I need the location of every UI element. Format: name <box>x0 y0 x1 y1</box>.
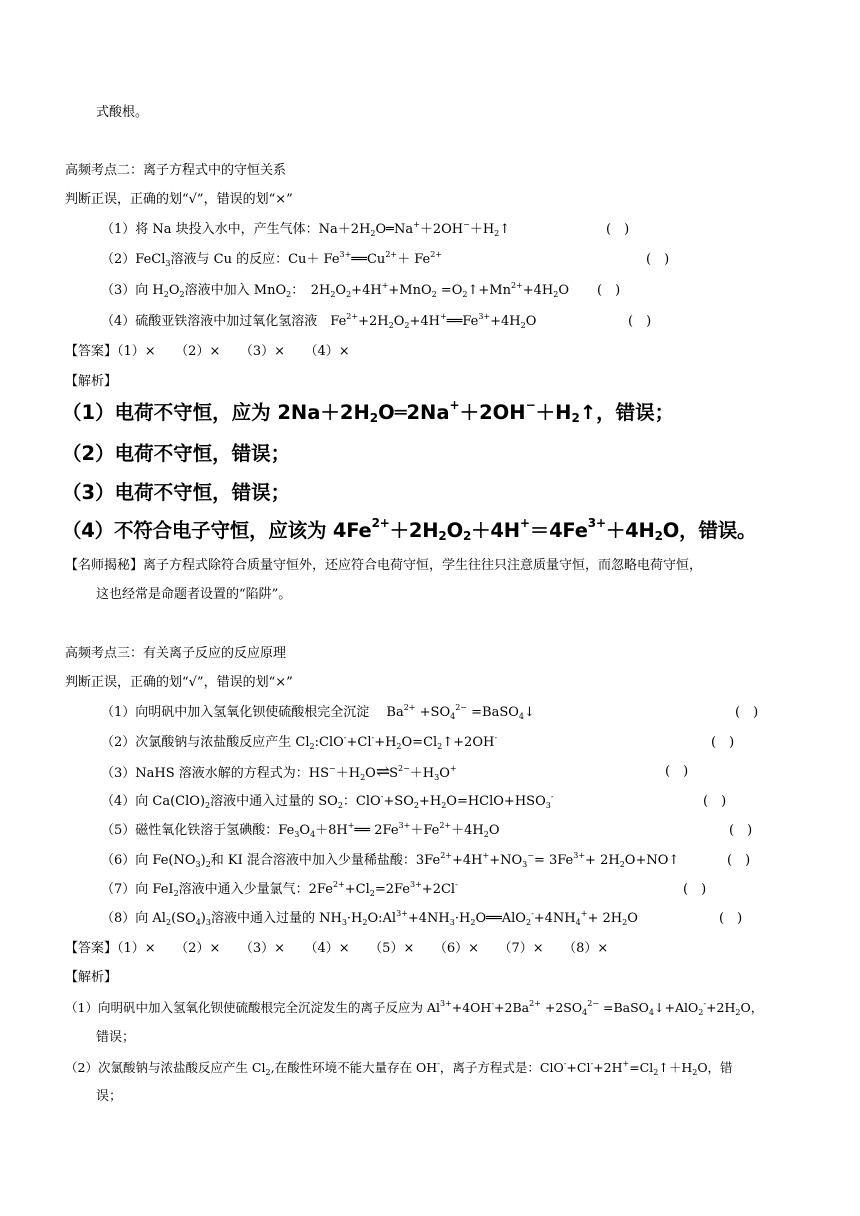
s3-item-7: （7）向 FeI$_2$溶液中通入少量氯气：$2Fe^{2+}+Cl_2=2Fe^{3+}+2Cl^-$ <box>101 880 458 898</box>
s2-item-4: （4）硫酸亚铁溶液中加过氧化氢溶液 $Fe^{2+}+2H_2O_2+4H^+══Fe^{3+}+4H_2O$ <box>101 312 537 330</box>
s2-item-2-answer-blank: ( ) <box>646 252 670 267</box>
s2-item-3: （3）向 $H_2O_2$溶液中加入 MnO$_2$： $2H_2O_2+4H^++MnO_2$ $=O_2↑+Mn^{2+}+4H_2O$ <box>101 281 570 299</box>
s3-item-2-answer-blank: ( ) <box>711 735 735 750</box>
s3-item-8: （8）向 $Al_2(SO_4)_3$溶液中通入过量的 $NH_3\cdot H_2O:Al^{3+}+4NH_3\cdot H_2O══AlO_2^-+4NH_4^++ 2H_2O$ <box>101 909 638 927</box>
s3-item-3: （3）NaHS 溶液水解的方程式为：$HS^-+H_2O\rightleftharpoons S^{2-}+H_3O^+$ <box>101 762 457 782</box>
s3-item-4-answer-blank: ( ) <box>703 794 727 809</box>
s3-item-6-answer-blank: ( ) <box>727 853 751 868</box>
s2-analysis-1: （1）电荷不守恒，应为 $2Na+2H_2O═2Na^++2OH^-+H_2↑$，错误； <box>62 398 675 425</box>
s2-analysis-4: （4）不符合电子守恒，应该为 $4Fe^{2+}+2H_2O_2+4H^+=4Fe^{3+}+4H_2O$，错误。 <box>62 516 757 543</box>
s2-analysis-label: 【解析】 <box>65 374 118 389</box>
s2-tip: 【名师揭秘】离子方程式除符合质量守恒外，还应符合电荷守恒，学生往往只注意质量守恒，而忽略电荷守恒， <box>65 558 703 573</box>
s2-analysis-3: （3）电荷不守恒，错误； <box>62 481 291 504</box>
s3-answer: 【答案】（1）× （2）× （3）× （4）× （5）× （6）× （7）× （8）× <box>65 941 609 956</box>
s3-analysis-1: （1）向明矾中加入氢氧化钡使硫酸根完全沉淀发生的离子反应为 $Al^{3+}+4OH^-+2Ba^{2+} +2SO_4^{2-}$ $=BaSO_4↓+AlO_2^-+2H_2O$， <box>65 999 764 1017</box>
section3-title: 高频考点三：有关离子反应的反应原理 <box>65 646 287 661</box>
section2-instruction: 判断正误，正确的划“√”，错误的划“×” <box>65 192 293 207</box>
s3-analysis-2-continued: 误； <box>96 1089 123 1104</box>
section2-title: 高频考点二：离子方程式中的守恒关系 <box>65 163 287 178</box>
s3-item-6: （6）向 $Fe(NO_3)_2$和 KI 混合溶液中加入少量稀盐酸：$3Fe^{2+}+4H^++NO_3^-= 3Fe^{3+}+$ $2H_2O+NO↑$ <box>101 851 680 869</box>
s3-item-5: （5）磁性氧化铁溶于氢碘酸：$Fe_3O_4+8H^+══$ $2Fe^{3+}+Fe^{2+}+4H_2O$ <box>101 821 500 839</box>
s3-item-1-answer-blank: ( ) <box>735 705 759 720</box>
s3-analysis-2: （2）次氯酸钠与浓盐酸反应产生 $Cl_2$,在酸性环境不能大量存在 OH-，离子方程式是：$ClO^-+Cl^-+2H^+=Cl_2↑+H_2O$，错 <box>65 1059 733 1077</box>
s2-tip-continued: 这也经常是命题者设置的“陷阱”。 <box>96 587 292 602</box>
s3-item-7-answer-blank: ( ) <box>683 882 707 897</box>
s3-item-4: （4）向 $Ca(ClO)_2$溶液中通入过量的 $SO_2$：$ClO^-+SO_2+H_2O=HClO+HSO_3^-$ <box>101 792 554 810</box>
s3-item-1: （1）向明矾中加入氢氧化钡使硫酸根完全沉淀 $Ba^{2+} +SO_4^{2-}$ =BaSO$_4$↓ <box>101 703 535 721</box>
s3-item-3-answer-blank: ( ) <box>665 764 689 779</box>
s2-item-1-answer-blank: ( ) <box>606 222 630 237</box>
s3-item-2: （2）次氯酸钠与浓盐酸反应产生 $Cl_2:ClO^-+Cl^-+H_2O=Cl_2↑+2OH^-$ <box>101 733 498 751</box>
s2-item-4-answer-blank: ( ) <box>628 314 652 329</box>
s3-item-5-answer-blank: ( ) <box>729 823 753 838</box>
s3-item-8-answer-blank: ( ) <box>719 911 743 926</box>
s3-analysis-1-continued: 错误； <box>96 1030 136 1045</box>
s2-analysis-2: （2）电荷不守恒，错误； <box>62 442 291 465</box>
s2-item-1: （1）将 Na 块投入水中，产生气体：$Na+2H_2O═Na^++2OH^-+H_2↑$ <box>101 220 511 238</box>
s2-item-2: （2）FeCl$_3$溶液与 Cu 的反应：$Cu+ Fe^{3+}══Cu^{2+}+ Fe^{2+}$ <box>101 250 443 268</box>
section3-instruction: 判断正误，正确的划“√”，错误的划“×” <box>65 675 293 690</box>
s2-item-3-answer-blank: ( ) <box>597 283 621 298</box>
s3-analysis-label: 【解析】 <box>65 970 118 985</box>
s2-answer: 【答案】（1）× （2）× （3）× （4）× <box>65 344 350 359</box>
top-fragment: 式酸根。 <box>96 105 149 120</box>
